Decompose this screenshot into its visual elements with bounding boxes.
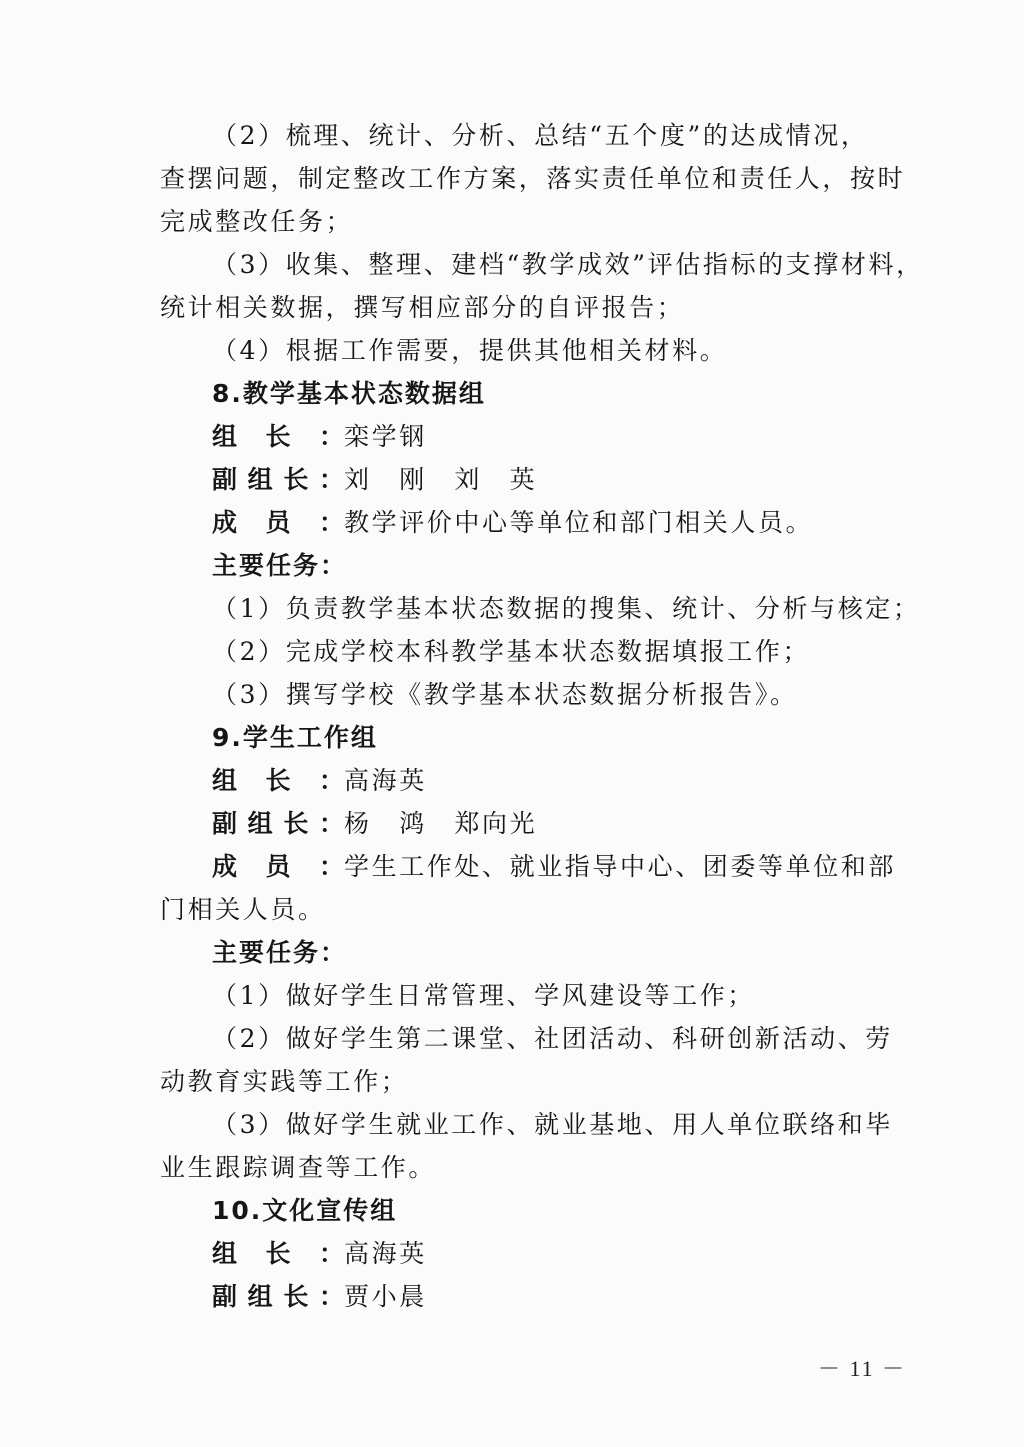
deputy-label: 副组长： xyxy=(212,465,344,494)
task-item: （3）做好学生就业工作、就业基地、用人单位联络和毕 xyxy=(212,1110,893,1139)
leader-label: 组长： xyxy=(212,422,344,451)
tasks-label: 主要任务： xyxy=(212,938,348,967)
text-line: 查摆问题，制定整改工作方案，落实责任单位和责任人，按时 xyxy=(160,164,906,193)
deputy-names: 杨 鸿 郑向光 xyxy=(344,809,538,838)
page-number: － 11 － xyxy=(818,1356,907,1381)
text-line: 业生跟踪调查等工作。 xyxy=(160,1153,437,1182)
members-label: 成员： xyxy=(212,852,344,881)
text-line: 动教育实践等工作； xyxy=(160,1067,409,1096)
group9-leader-row xyxy=(212,764,886,798)
group8-deputy-row xyxy=(212,463,886,497)
deputy-label: 副组长： xyxy=(212,1282,344,1311)
section-heading-group8: 8.教学基本状态数据组 xyxy=(212,379,486,408)
task-item: （2）完成学校本科教学基本状态数据填报工作； xyxy=(212,637,811,666)
text-line: 完成整改任务； xyxy=(160,207,354,236)
text-line: 统计相关数据，撰写相应部分的自评报告； xyxy=(160,293,685,322)
leader-name: 高海英 xyxy=(344,766,427,795)
leader-label: 组长： xyxy=(212,1239,344,1268)
leader-label: 组长： xyxy=(212,766,344,795)
text-line: （2）梳理、统计、分析、总结“五个度”的达成情况， xyxy=(212,121,869,150)
task-item: （1）负责教学基本状态数据的搜集、统计、分析与核定； xyxy=(212,594,921,623)
group8-members-row xyxy=(212,506,886,540)
text-line: （3）收集、整理、建档“教学成效”评估指标的支撑材料， xyxy=(212,250,924,279)
group9-deputy-row xyxy=(212,807,886,841)
task-item: （3）撰写学校《教学基本状态数据分析报告》。 xyxy=(212,680,798,709)
members-label: 成员： xyxy=(212,508,344,537)
group9-members-row xyxy=(212,850,897,884)
section-heading-group10: 10.文化宣传组 xyxy=(212,1196,398,1225)
deputy-names: 刘 刚 刘 英 xyxy=(344,465,538,494)
members-text: 教学评价中心等单位和部门相关人员。 xyxy=(344,508,814,537)
leader-name: 高海英 xyxy=(344,1239,427,1268)
members-text: 学生工作处、就业指导中心、团委等单位和部 xyxy=(344,852,897,881)
deputy-label: 副组长： xyxy=(212,809,344,838)
task-item: （2）做好学生第二课堂、社团活动、科研创新活动、劳 xyxy=(212,1024,893,1053)
group8-leader-row xyxy=(212,420,886,454)
deputy-names: 贾小晨 xyxy=(344,1282,427,1311)
section-heading-group9: 9.学生工作组 xyxy=(212,723,378,752)
group10-deputy-row xyxy=(212,1280,886,1314)
group10-leader-row xyxy=(212,1237,886,1271)
text-line: （4）根据工作需要，提供其他相关材料。 xyxy=(212,336,728,365)
task-item: （1）做好学生日常管理、学风建设等工作； xyxy=(212,981,755,1010)
text-line: 门相关人员。 xyxy=(160,895,326,924)
tasks-label: 主要任务： xyxy=(212,551,348,580)
leader-name: 栾学钢 xyxy=(344,422,427,451)
